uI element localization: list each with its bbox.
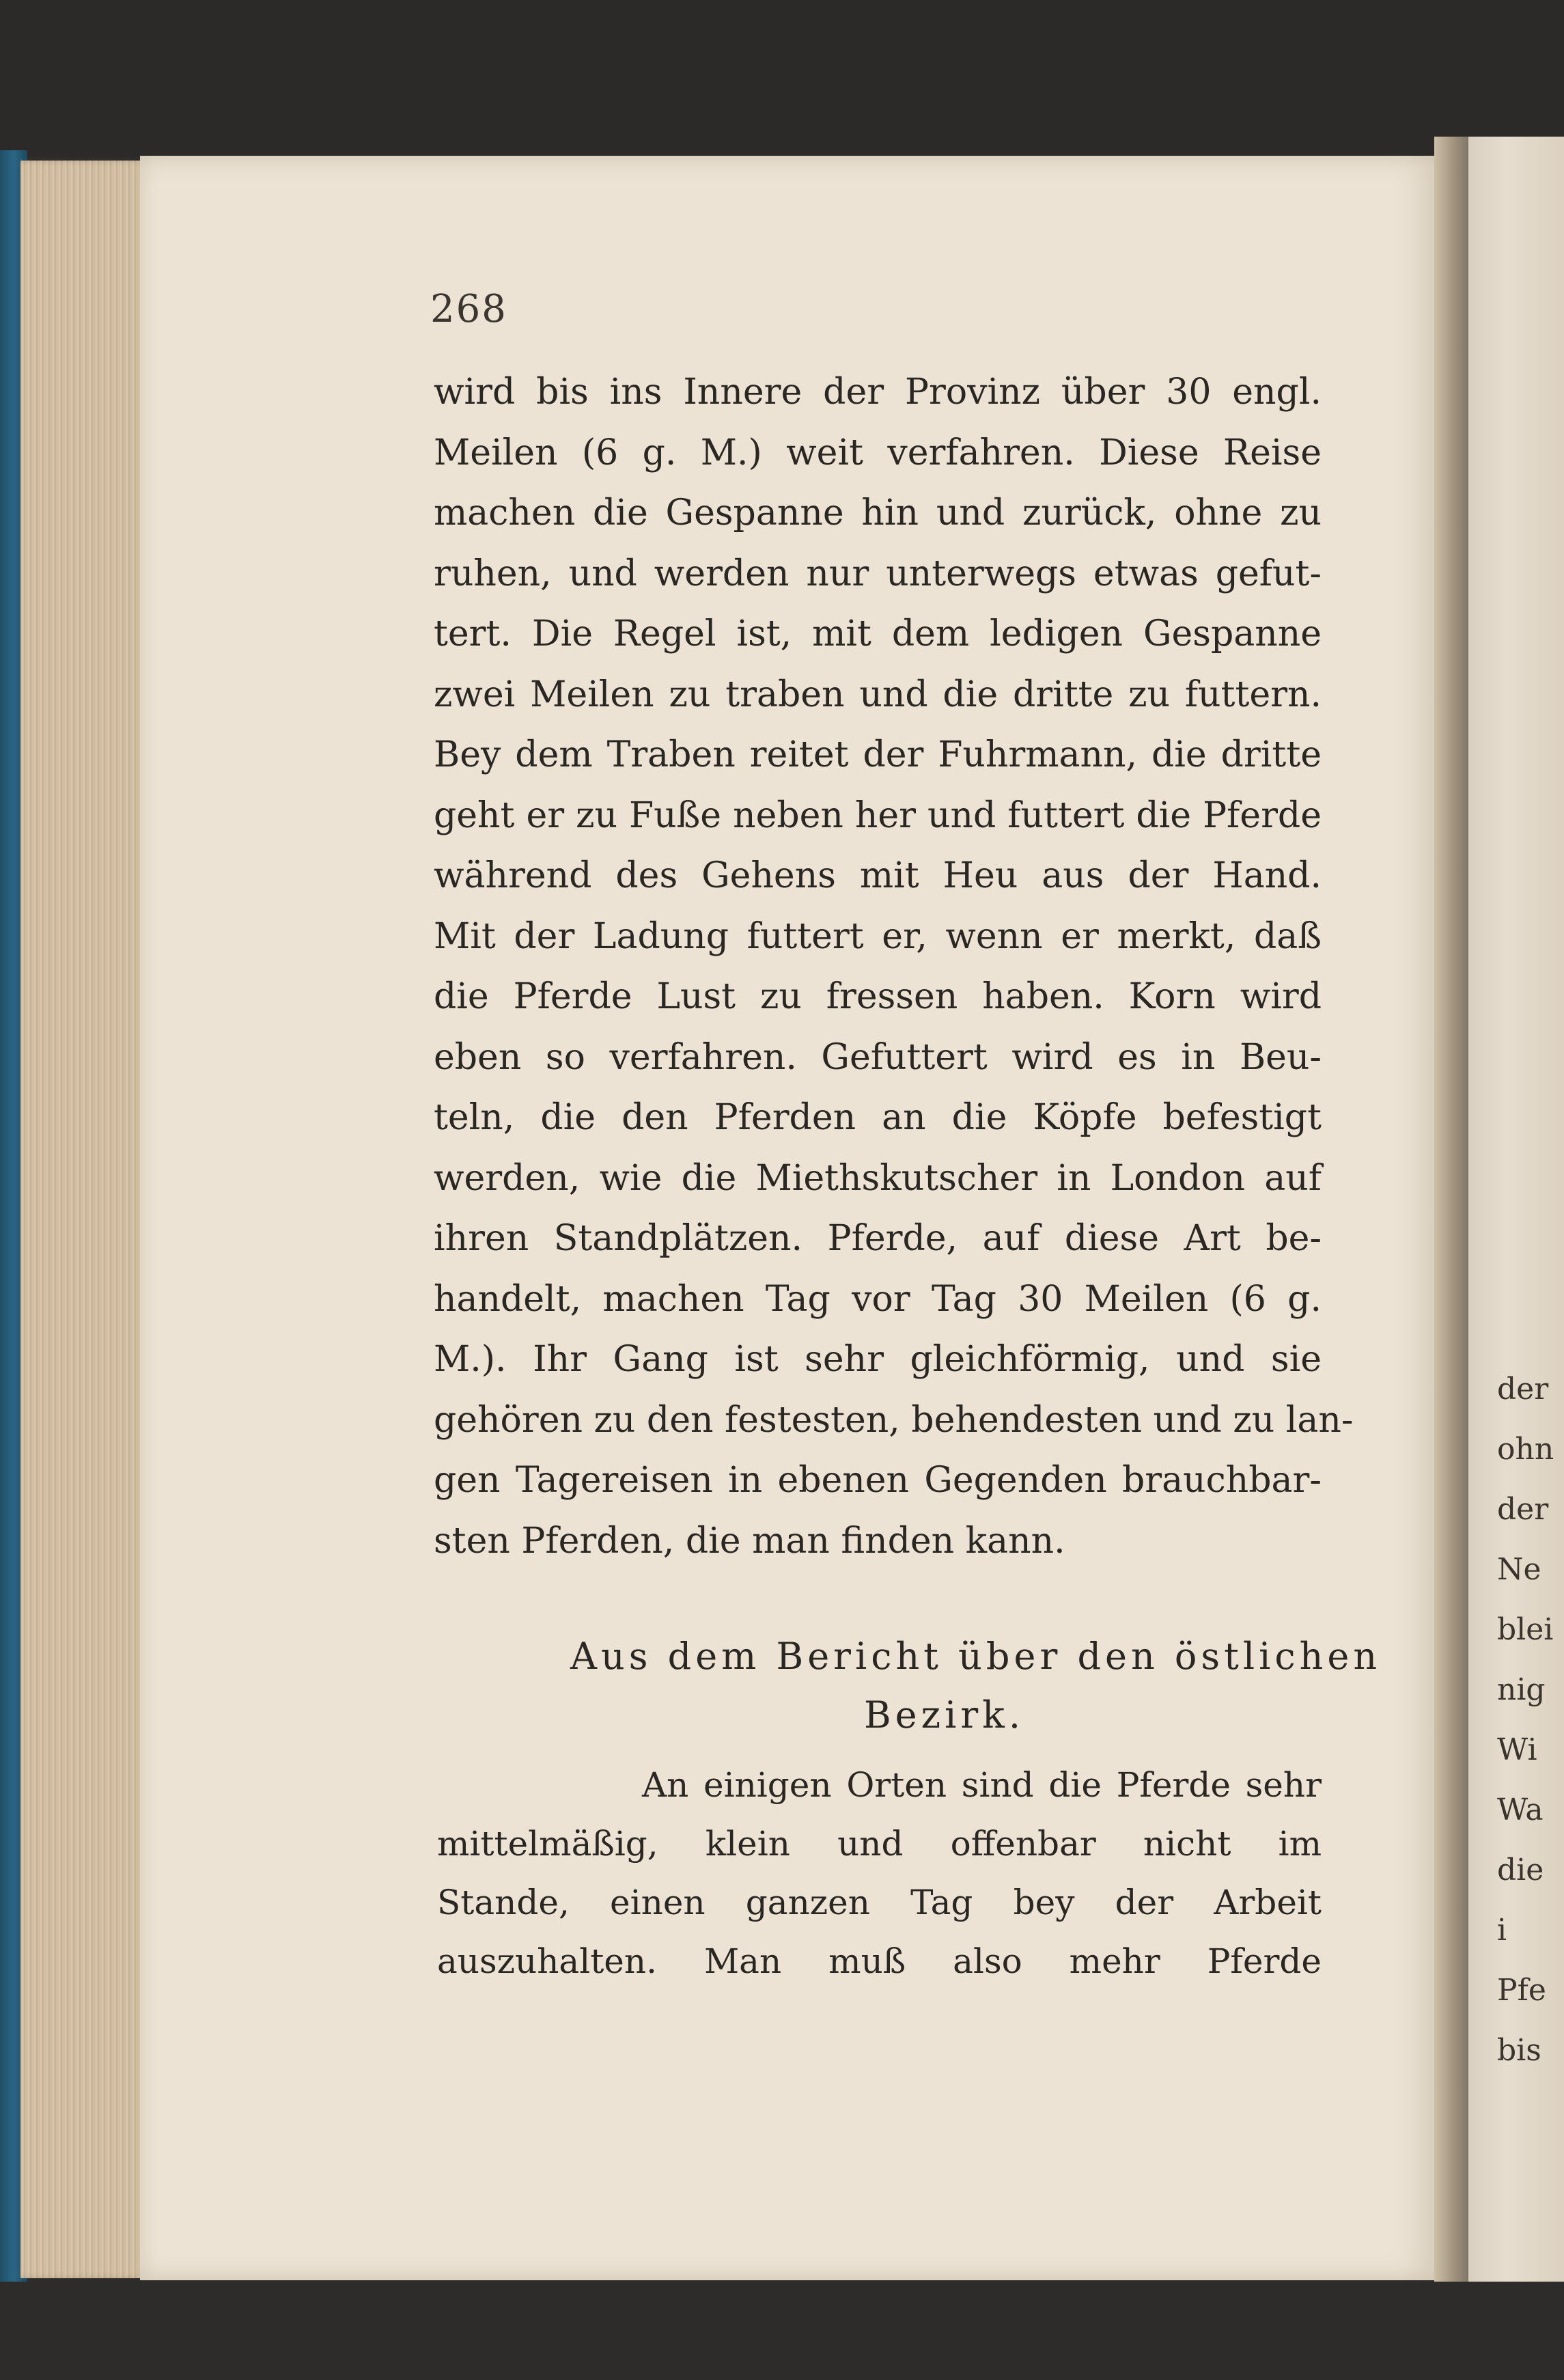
text-line: Mit der Ladung futtert er, wenn er merkt, daß bbox=[434, 915, 1322, 957]
text-line: während des Gehens mit Heu aus der Hand. bbox=[434, 855, 1322, 896]
text-line: Stande, einen ganzen Tag bey der Arbeit bbox=[437, 1883, 1322, 1922]
section-heading-line-1: Aus dem Bericht über den östlichen bbox=[570, 1635, 1382, 1678]
facing-page-fragment: Wa bbox=[1497, 1793, 1544, 1827]
facing-page-fragment: die bbox=[1497, 1853, 1544, 1887]
section-heading-line-2: Bezirk. bbox=[864, 1693, 1025, 1736]
text-line: auszuhalten. Man muß also mehr Pferde bbox=[437, 1941, 1322, 1981]
text-line: Meilen (6 g. M.) weit verfahren. Diese Reise bbox=[434, 432, 1322, 473]
text-line: mittelmäßig, klein und offenbar nicht im bbox=[437, 1824, 1322, 1864]
facing-page-fragment: bis bbox=[1497, 2033, 1541, 2068]
facing-page-fragment: der bbox=[1497, 1372, 1549, 1407]
page-number: 268 bbox=[430, 287, 507, 331]
second-paragraph bbox=[437, 1756, 1322, 1991]
text-line: An einigen Orten sind die Pferde sehr bbox=[642, 1765, 1322, 1805]
text-line: geht er zu Fuße neben her und futtert die Pferde bbox=[434, 794, 1322, 836]
backdrop-bottom bbox=[0, 2282, 1564, 2380]
text-line: zwei Meilen zu traben und die dritte zu futtern. bbox=[434, 674, 1322, 715]
facing-page-fragment: ohn bbox=[1497, 1432, 1554, 1467]
text-line: M.). Ihr Gang ist sehr gleichförmig, und sie bbox=[434, 1339, 1322, 1380]
text-line: tert. Die Regel ist, mit dem ledigen Gespanne bbox=[434, 613, 1322, 654]
text-line: die Pferde Lust zu fressen haben. Korn wird bbox=[434, 976, 1322, 1017]
text-line: werden, wie die Miethskutscher in London auf bbox=[434, 1157, 1322, 1199]
facing-page-fragment: Ne bbox=[1497, 1552, 1541, 1587]
text-line: sten Pferden, die man finden kann. bbox=[434, 1520, 1065, 1562]
page-stack-edges bbox=[20, 161, 147, 2278]
facing-page-fragment: i bbox=[1497, 1913, 1507, 1948]
text-line: ihren Standplätzen. Pferde, auf diese Art be- bbox=[434, 1218, 1322, 1259]
text-line: Bey dem Traben reitet der Fuhrmann, die dritte bbox=[434, 734, 1322, 775]
facing-page-fragment: Wi bbox=[1497, 1732, 1537, 1767]
text-line: wird bis ins Innere der Provinz über 30 engl. bbox=[434, 372, 1322, 413]
facing-page bbox=[1468, 137, 1564, 2288]
facing-page-fragment: Pfe bbox=[1497, 1973, 1546, 2008]
text-line: ruhen, und werden nur unterwegs etwas gefut- bbox=[434, 553, 1322, 594]
text-line: teln, die den Pferden an die Köpfe befestigt bbox=[434, 1097, 1322, 1138]
text-line: gen Tagereisen in ebenen Gegenden brauchbar- bbox=[434, 1460, 1322, 1501]
text-line: gehören zu den festesten, behendesten und zu lan- bbox=[434, 1399, 1354, 1441]
facing-page-text-fragments bbox=[1497, 1359, 1562, 2081]
backdrop-top bbox=[0, 0, 1564, 157]
facing-page-fragment: nig bbox=[1497, 1672, 1546, 1707]
section-heading bbox=[570, 1627, 1382, 1745]
body-paragraph bbox=[434, 362, 1354, 1571]
text-line: handelt, machen Tag vor Tag 30 Meilen (6 g. bbox=[434, 1278, 1322, 1320]
facing-page-fragment: der bbox=[1497, 1492, 1549, 1527]
facing-page-fragment: blei bbox=[1497, 1612, 1554, 1647]
text-line: machen die Gespanne hin und zurück, ohne zu bbox=[434, 493, 1322, 534]
text-line: eben so verfahren. Gefuttert wird es in Beu- bbox=[434, 1036, 1322, 1078]
